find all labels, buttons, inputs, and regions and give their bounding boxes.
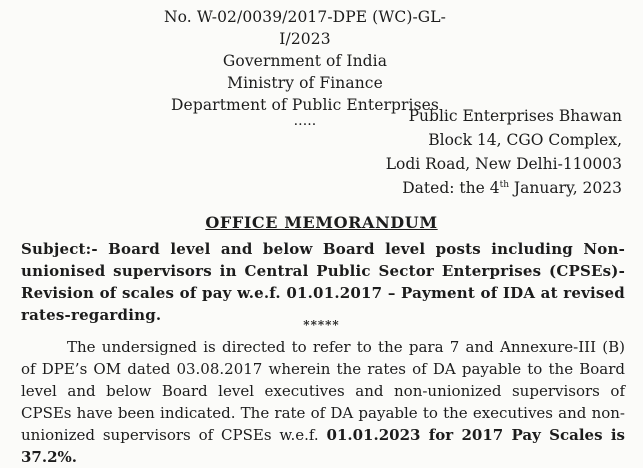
address-line-3: Lodi Road, New Delhi-110003 <box>385 155 622 173</box>
ministry-line: Ministry of Finance <box>227 74 383 92</box>
subject-text: Subject:- Board level and below Board level posts including Non-unionised supervisors in Central Public Sector Enterprises (CPSEs)- Revision of scales of pay w.e.f. 01.01.2017 – Payment of IDA at revised rates-regarding. <box>21 240 625 324</box>
address-block <box>372 104 622 200</box>
paragraph-bold-text: 01.01.2023 for 2017 Pay Scales is 37.2%. <box>21 426 625 466</box>
address-line-2: Block 14, CGO Complex, <box>428 131 622 149</box>
date-prefix: Dated: the 4 <box>402 179 500 197</box>
paragraph-text: The undersigned is directed to refer to the para 7 and Annexure-III (B) of DPE’s OM dated 03.08.2017 wherein the rates of DA payable to the Board level and below Board level executives and non-unionized supervisors of CPSEs have been indicated. The rate of DA payable to the executives and non-unionized supervisors of CPSEs w.e.f. <box>21 338 625 444</box>
memo-title: OFFICE MEMORANDUM <box>205 213 438 232</box>
separator: ***** <box>303 318 340 332</box>
file-number: No. W-02/0039/2017-DPE (WC)-GL-I/2023 <box>163 8 447 48</box>
government-line: Government of India <box>222 52 388 70</box>
body-paragraph <box>21 336 625 468</box>
department-line: Department of Public Enterprises <box>171 96 439 114</box>
date-suffix: th <box>499 180 509 190</box>
address-line-1: Public Enterprises Bhawan <box>408 107 622 125</box>
date-rest: January, 2023 <box>509 179 622 197</box>
date-line <box>372 176 622 200</box>
header-dots: ..... <box>293 113 317 129</box>
